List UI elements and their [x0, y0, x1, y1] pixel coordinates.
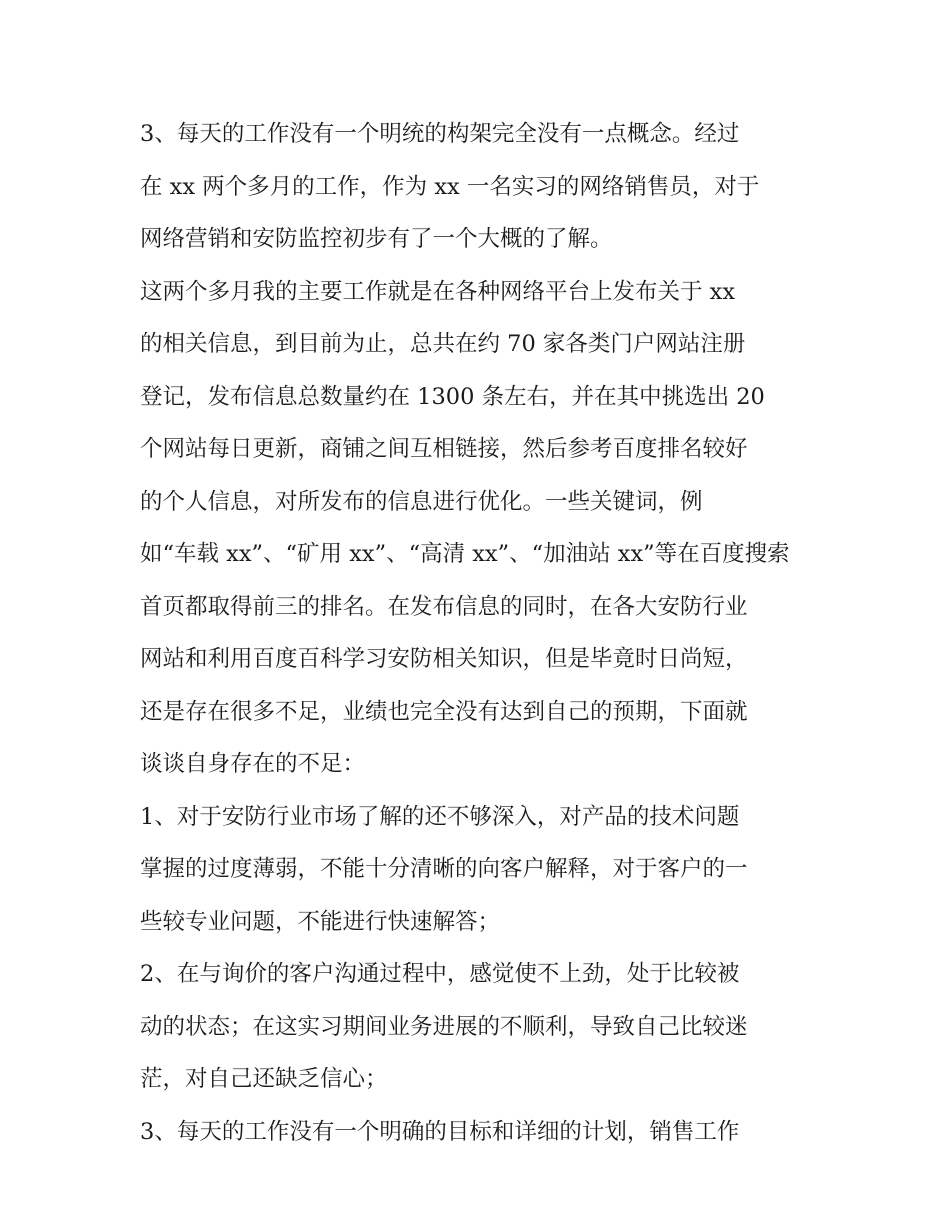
text-line: 3、每天的工作没有一个明确的目标和详细的计划，销售工作	[140, 1118, 740, 1145]
text-line: 这两个多月我的主要工作就是在各种网络平台上发布关于 xx	[140, 278, 736, 305]
document-body	[140, 108, 820, 1158]
text-line: 还是存在很多不足，业绩也完全没有达到自己的预期，下面就	[140, 698, 748, 725]
text-line: 3、每天的工作没有一个明统的构架完全没有一点概念。经过	[140, 121, 740, 147]
text-line: 个网站每日更新，商铺之间互相链接，然后参考百度排名较好	[140, 436, 748, 462]
text-line: 些较专业问题，不能进行快速解答；	[140, 908, 501, 935]
text-line: 网络营销和安防监控初步有了一个大概的了解。	[140, 226, 613, 252]
text-line: 谈谈自身存在的不足：	[140, 751, 366, 777]
text-line: 1、对于安防行业市场了解的还不够深入，对产品的技术问题	[140, 803, 740, 830]
text-line: 动的状态；在这实习期间业务进展的不顺利，导致自己比较迷	[140, 1013, 748, 1040]
text-line: 如“车载 xx”、“矿用 xx”、“高清 xx”、“加油站 xx”等在百度搜索	[140, 541, 790, 567]
text-line: 网站和利用百度百科学习安防相关知识，但是毕竟时日尚短，	[140, 646, 748, 672]
text-line: 掌握的过度薄弱，不能十分清晰的向客户解释，对于客户的一	[140, 856, 748, 882]
text-line: 的相关信息，到目前为止，总共在约 70 家各类门户网站注册	[140, 331, 746, 357]
text-line: 的个人信息，对所发布的信息进行优化。一些关键词，例	[140, 488, 703, 515]
text-line: 2、在与询价的客户沟通过程中，感觉使不上劲，处于比较被	[140, 961, 740, 987]
text-line: 在 xx 两个多月的工作，作为 xx 一名实习的网络销售员，对于	[140, 173, 760, 200]
text-line: 茫，对自己还缺乏信心；	[140, 1066, 388, 1092]
text-line: 登记，发布信息总数量约在 1300 条左右，并在其中挑选出 20	[140, 383, 765, 410]
text-line: 首页都取得前三的排名。在发布信息的同时，在各大安防行业	[140, 593, 748, 620]
